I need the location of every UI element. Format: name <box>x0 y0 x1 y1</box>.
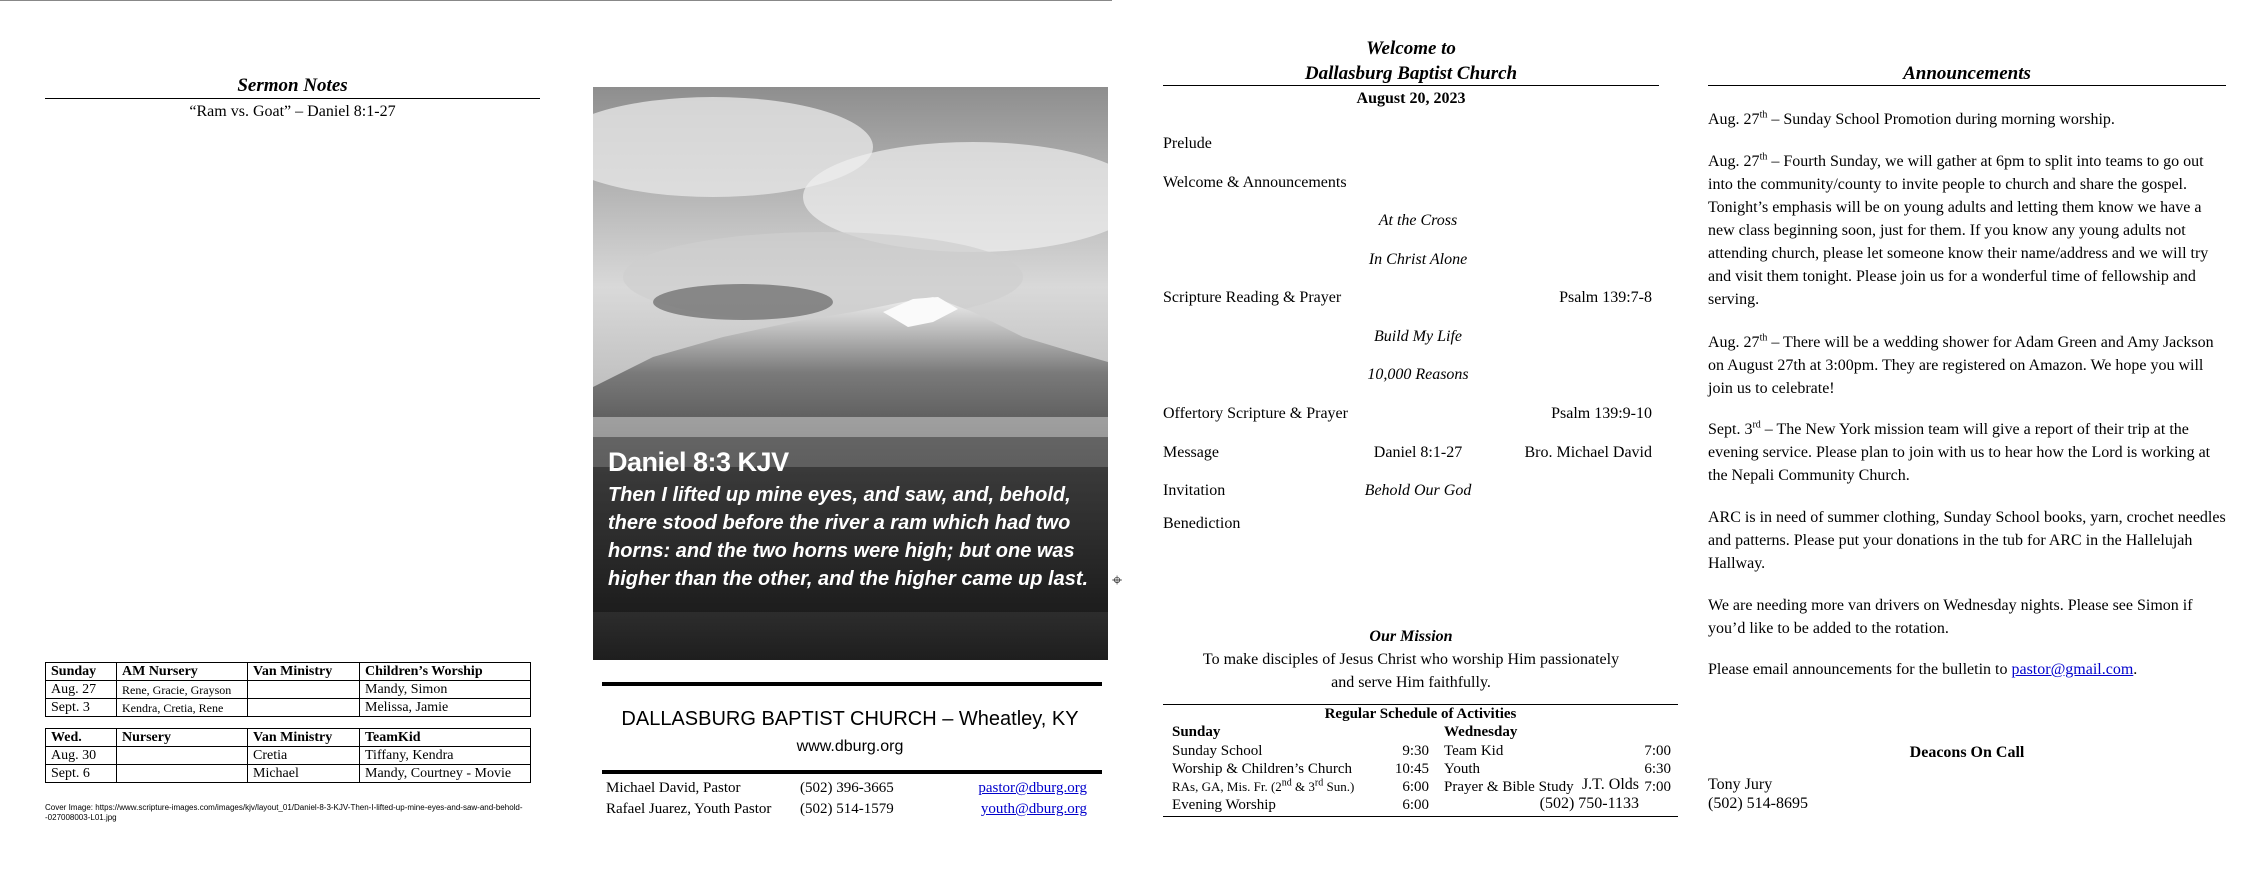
announcement-item: Aug. 27th – Fourth Sunday, we will gather at 6pm to split into teams to go out into the community/county to invite people to church and share the gospel. Tonight’s emphasis will be on young adults and letting them know we have a new class beginning soon, just for them. If you know any young adults not attending church, please let someone know their name/address and we will try and visit them tonight. Please join us for a wonderful time of fellowship and serving. <box>1708 151 2209 308</box>
activity-time: 6:30 <box>1644 761 1671 777</box>
song-title: At the Cross <box>1378 212 1458 229</box>
offertory-reference: Psalm 139:9-10 <box>1551 405 1652 422</box>
table-cell: Cretia <box>248 747 360 765</box>
announcements-title: Announcements <box>1903 63 2031 84</box>
cover-rule-bottom <box>602 770 1102 774</box>
deacon-name: J.T. Olds <box>1581 776 1639 793</box>
activity-name: Evening Worship <box>1172 797 1276 813</box>
activity-time: 7:00 <box>1644 779 1671 795</box>
mission-line: To make disciples of Jesus Christ who worship Him passionately <box>1202 651 1620 668</box>
contact-phone: (502) 514-1579 <box>800 801 894 817</box>
song-title: In Christ Alone <box>1368 251 1468 268</box>
table-header-cell: Wed. <box>46 729 117 747</box>
welcome-line-1: Welcome to <box>1366 38 1456 59</box>
activities-title: Regular Schedule of Activities <box>1324 706 1517 722</box>
cover-image-credit: Cover Image: https://www.scripture-images.com/images/kjv/layout_01/Daniel-8-3-KJV-Then-I-lifted-up-mine-eyes-and-saw-and-behold--027008003-L01.jpg <box>45 803 523 822</box>
deacon-name: Tony Jury <box>1708 776 1773 793</box>
message-reference: Daniel 8:1-27 <box>1373 444 1463 461</box>
sermon-notes-title: Sermon Notes <box>237 75 348 96</box>
contact-phone: (502) 396-3665 <box>800 780 894 796</box>
activity-name: Prayer & Bible Study <box>1444 779 1574 795</box>
mouse-cursor-icon: ⌖ <box>1112 570 1123 591</box>
church-title: Dallasburg Baptist Church <box>1304 63 1518 84</box>
song-title: Build My Life <box>1374 328 1462 345</box>
table-cell <box>248 681 360 699</box>
church-name: DALLASBURG BAPTIST CHURCH – Wheatley, KY <box>621 708 1079 730</box>
table-header-cell: Children’s Worship <box>360 663 531 681</box>
church-website: www.dburg.org <box>796 738 904 755</box>
announcement-item: We are needing more van drivers on Wednesday nights. Please see Simon if you’d like to be added to the rotation. <box>1708 597 2193 637</box>
order-message: Message <box>1163 444 1219 461</box>
song-title: 10,000 Reasons <box>1367 366 1469 383</box>
sunday-header: Sunday <box>1172 724 1221 740</box>
sunday-schedule-table <box>45 662 531 717</box>
order-invitation: Invitation <box>1163 482 1226 499</box>
activity-time: 6:00 <box>1402 779 1429 795</box>
deacon-phone: (502) 514-8695 <box>1708 795 1808 812</box>
cover-photo <box>593 87 1108 660</box>
order-scripture-reading: Scripture Reading & Prayer <box>1163 289 1342 306</box>
activity-name: Worship & Children’s Church <box>1172 761 1353 777</box>
welcome-rule <box>1163 85 1659 86</box>
message-speaker: Bro. Michael David <box>1524 444 1652 461</box>
announcement-email-line: Please email announcements for the bulletin to pastor@gmail.com. <box>1708 661 2138 678</box>
table-header-cell: Nursery <box>117 729 248 747</box>
activities-rule-top <box>1163 704 1678 705</box>
activity-time: 6:00 <box>1402 797 1429 813</box>
announcement-item: Aug. 27th – Sunday School Promotion during morning worship. <box>1708 109 2115 128</box>
announcement-email-link[interactable]: pastor@gmail.com <box>2011 661 2134 678</box>
sermon-subtitle: “Ram vs. Goat” – Daniel 8:1-27 <box>189 103 396 120</box>
table-header-row <box>46 663 531 681</box>
contact-name: Rafael Juarez, Youth Pastor <box>606 801 772 817</box>
table-header-cell: Van Ministry <box>248 663 360 681</box>
table-header-cell: AM Nursery <box>117 663 248 681</box>
contact-email-link[interactable]: pastor@dburg.org <box>978 780 1087 796</box>
table-cell: Tiffany, Kendra <box>360 747 531 765</box>
activity-name: Sunday School <box>1172 743 1263 759</box>
order-offertory: Offertory Scripture & Prayer <box>1163 405 1348 422</box>
contact-email-link[interactable]: youth@dburg.org <box>980 801 1087 817</box>
table-header-row <box>46 729 531 747</box>
table-header-cell: TeamKid <box>360 729 531 747</box>
table-row <box>46 699 531 717</box>
contact-name: Michael David, Pastor <box>606 780 741 796</box>
table-row <box>46 765 531 783</box>
table-cell: Kendra, Cretia, Rene <box>117 699 248 717</box>
table-cell: Sept. 6 <box>46 765 117 783</box>
activity-time: 9:30 <box>1402 743 1429 759</box>
sermon-title-rule <box>45 98 540 99</box>
wednesday-header: Wednesday <box>1444 724 1518 740</box>
table-cell: Aug. 30 <box>46 747 117 765</box>
verse-text: Then I lifted up mine eyes, and saw, and, behold, there stood before the river a ram which had two horns: and the two horns were high; but one was higher than the other, and the higher came up last. <box>608 484 1089 590</box>
table-cell <box>117 765 248 783</box>
order-welcome: Welcome & Announcements <box>1163 174 1347 191</box>
table-cell: Michael <box>248 765 360 783</box>
activity-name: Youth <box>1444 761 1480 777</box>
activity-name: Team Kid <box>1444 743 1504 759</box>
table-cell: Mandy, Courtney - Movie <box>360 765 531 783</box>
cover-rule-top <box>602 682 1102 686</box>
table-cell <box>117 747 248 765</box>
activity-time: 10:45 <box>1394 761 1429 777</box>
announcement-item: Sept. 3rd – The New York mission team will give a report of their trip at the evening service. Please plan to join with us to hear how the Lord is working at the Nepali Community Church. <box>1708 419 2211 484</box>
invitation-song: Behold Our God <box>1364 482 1472 499</box>
verse-reference: Daniel 8:3 KJV <box>608 447 789 477</box>
announcement-item: ARC is in need of summer clothing, Sunday School books, yarn, crochet needles and patterns. Please put your donations in the tub for ARC in the Hallelujah Hallway. <box>1708 509 2226 572</box>
scripture-reference: Psalm 139:7-8 <box>1559 289 1652 306</box>
table-header-cell: Sunday <box>46 663 117 681</box>
table-cell: Aug. 27 <box>46 681 117 699</box>
activities-rule-bottom <box>1163 816 1678 817</box>
table-header-cell: Van Ministry <box>248 729 360 747</box>
table-cell: Sept. 3 <box>46 699 117 717</box>
wednesday-schedule-table <box>45 728 531 783</box>
deacons-title: Deacons On Call <box>1909 744 2025 761</box>
activity-time: 7:00 <box>1644 743 1671 759</box>
mission-title: Our Mission <box>1369 628 1453 645</box>
order-benediction: Benediction <box>1163 515 1241 532</box>
announcement-item: Aug. 27th – There will be a wedding shower for Adam Green and Amy Jackson on August 27th at 3:00pm. They are registered on Amazon. We hope you will join us to celebrate! <box>1708 332 2214 397</box>
deacon-phone: (502) 750-1133 <box>1539 795 1639 812</box>
order-prelude: Prelude <box>1163 135 1212 152</box>
table-cell: Melissa, Jamie <box>360 699 531 717</box>
announcements-rule <box>1708 85 2226 86</box>
activity-name: RAs, GA, Mis. Fr. (2nd & 3rd Sun.) <box>1172 777 1355 794</box>
mission-line: and serve Him faithfully. <box>1331 674 1491 691</box>
table-row <box>46 681 531 699</box>
table-row <box>46 747 531 765</box>
table-cell <box>248 699 360 717</box>
page-top-border <box>0 0 1112 1</box>
service-date: August 20, 2023 <box>1356 90 1466 107</box>
table-cell: Rene, Gracie, Grayson <box>117 681 248 699</box>
table-cell: Mandy, Simon <box>360 681 531 699</box>
